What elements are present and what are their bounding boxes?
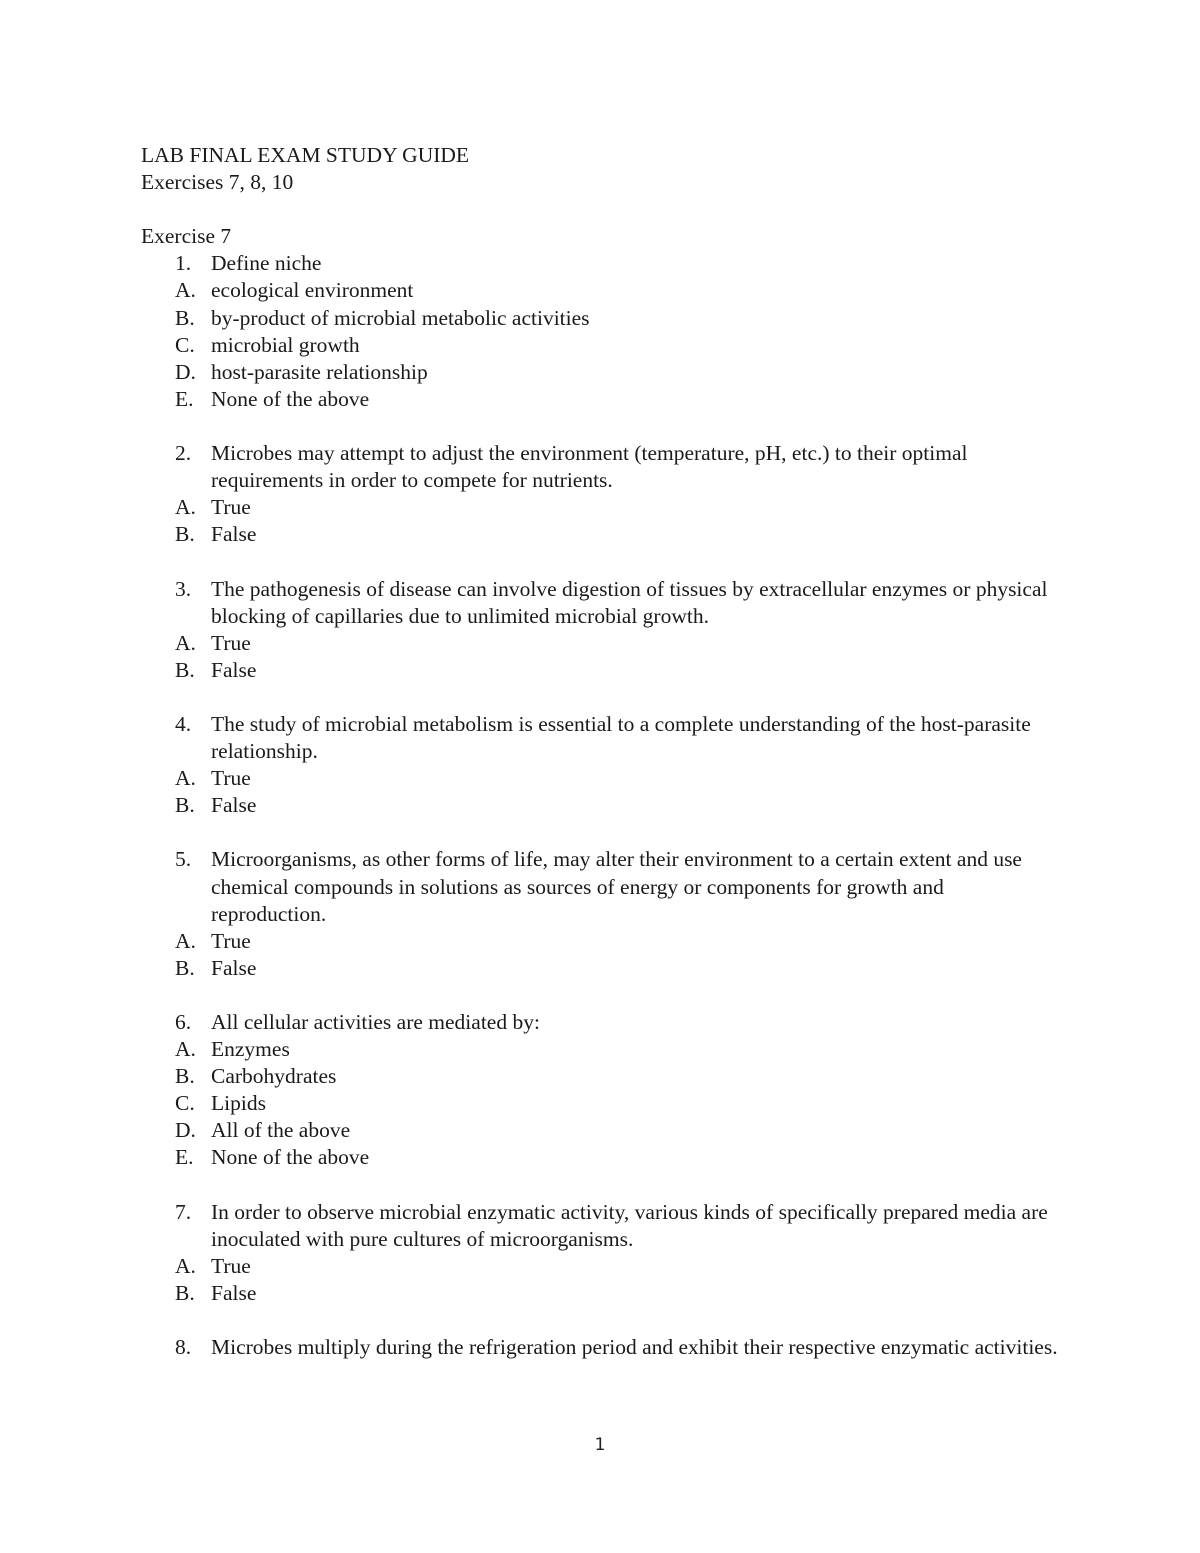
spacer: [141, 684, 1061, 711]
answer-option: [175, 792, 1061, 819]
option-letter: D.: [175, 1118, 196, 1143]
answer-option: [175, 494, 1061, 521]
answer-option: [175, 386, 1061, 413]
question-number: 7.: [175, 1199, 192, 1224]
option-text: True: [211, 928, 251, 953]
option-text: by-product of microbial metabolic activities: [211, 305, 590, 330]
answer-option: [175, 277, 1061, 304]
option-text: All of the above: [211, 1118, 351, 1143]
option-text: microbial growth: [211, 332, 360, 357]
question-text: The study of microbial metabolism is essential to a complete understanding of the host-parasite relationship.: [211, 711, 1031, 764]
option-text: host-parasite relationship: [211, 359, 428, 384]
answer-option: [175, 332, 1061, 359]
spacer: [141, 819, 1061, 846]
question-text: In order to observe microbial enzymatic activity, various kinds of specifically prepared media are inoculated with pure cultures of microorganisms.: [211, 1199, 1048, 1251]
option-letter: A.: [175, 928, 196, 953]
answer-option: [175, 1090, 1061, 1117]
document-title: LAB FINAL EXAM STUDY GUIDE: [141, 143, 470, 167]
answer-option: [175, 630, 1061, 657]
spacer: [141, 1172, 1061, 1199]
question-number: 4.: [175, 711, 192, 736]
answer-option: [175, 305, 1061, 332]
option-letter: B.: [175, 955, 195, 980]
answer-option: [175, 1144, 1061, 1171]
question: [175, 1009, 1061, 1036]
answer-option: [175, 955, 1061, 982]
option-letter: B.: [175, 1280, 195, 1305]
answer-option: [175, 359, 1061, 386]
option-letter: C.: [175, 1091, 195, 1116]
question: [175, 711, 1061, 765]
question-number: 6.: [175, 1010, 192, 1034]
option-letter: A.: [175, 495, 196, 520]
question-text: Microbes may attempt to adjust the environment (temperature, pH, etc.) to their optimal requirements in order to compete for nutrients.: [211, 441, 968, 493]
answer-option: [175, 1253, 1061, 1280]
option-text: False: [211, 793, 257, 818]
question-number: 1.: [175, 251, 192, 276]
page-number: 1: [594, 1435, 606, 1455]
option-letter: C.: [175, 332, 195, 357]
question-number: 2.: [175, 441, 192, 466]
question-text: Microbes multiply during the refrigeration period and exhibit their respective enzymatic activities.: [211, 1335, 1058, 1360]
question: [175, 1334, 1061, 1361]
option-letter: B.: [175, 305, 195, 330]
option-letter: B.: [175, 522, 195, 547]
option-letter: B.: [175, 1064, 195, 1089]
option-text: True: [211, 766, 251, 791]
question-number: 8.: [175, 1335, 192, 1360]
question-text: All cellular activities are mediated by:: [211, 1010, 540, 1034]
question-text: The pathogenesis of disease can involve digestion of tissues by extracellular enzymes or physical blocking of capillaries due to unlimited microbial growth.: [211, 576, 1048, 628]
option-text: None of the above: [211, 386, 370, 411]
option-text: False: [211, 955, 257, 980]
option-text: ecological environment: [211, 278, 414, 303]
document-subtitle: Exercises 7, 8, 10: [141, 170, 294, 195]
option-text: False: [211, 657, 257, 682]
answer-option: [175, 1280, 1061, 1307]
option-text: Carbohydrates: [211, 1064, 337, 1089]
spacer: [141, 1307, 1061, 1334]
question-number: 5.: [175, 847, 192, 872]
answer-option: [175, 765, 1061, 792]
option-text: Lipids: [211, 1091, 266, 1116]
answer-option: [175, 928, 1061, 955]
option-letter: A.: [175, 278, 196, 303]
option-letter: B.: [175, 657, 195, 682]
question: [175, 846, 1061, 927]
option-letter: E.: [175, 386, 194, 411]
question-text: Define niche: [211, 251, 322, 276]
option-text: False: [211, 522, 257, 547]
option-text: True: [211, 630, 251, 655]
option-letter: D.: [175, 359, 196, 384]
option-letter: A.: [175, 766, 196, 791]
answer-option: [175, 657, 1061, 684]
answer-option: [175, 521, 1061, 548]
option-text: False: [211, 1280, 257, 1305]
spacer: [141, 413, 1061, 440]
option-text: True: [211, 1253, 251, 1278]
spacer: [141, 982, 1061, 1009]
question-text: Microorganisms, as other forms of life, may alter their environment to a certain extent and use chemical compounds in solutions as sources of energy or components for growth and reproduction.: [211, 847, 1022, 926]
option-letter: B.: [175, 793, 195, 818]
option-letter: A.: [175, 630, 196, 655]
option-letter: E.: [175, 1145, 194, 1170]
option-text: True: [211, 495, 251, 520]
question: [175, 576, 1061, 630]
question-number: 3.: [175, 576, 192, 601]
question-list: [141, 250, 1061, 1361]
question: [175, 1199, 1061, 1253]
option-letter: A.: [175, 1037, 196, 1062]
question: [175, 440, 1061, 494]
answer-option: [175, 1036, 1061, 1063]
answer-option: [175, 1063, 1061, 1090]
spacer: [141, 548, 1061, 575]
option-text: None of the above: [211, 1145, 370, 1170]
section-heading: Exercise 7: [141, 224, 232, 249]
page-content: [141, 142, 1061, 1361]
option-text: Enzymes: [211, 1037, 290, 1062]
option-letter: A.: [175, 1253, 196, 1278]
question: [175, 250, 1061, 277]
spacer: [141, 196, 1061, 223]
answer-option: [175, 1117, 1061, 1144]
